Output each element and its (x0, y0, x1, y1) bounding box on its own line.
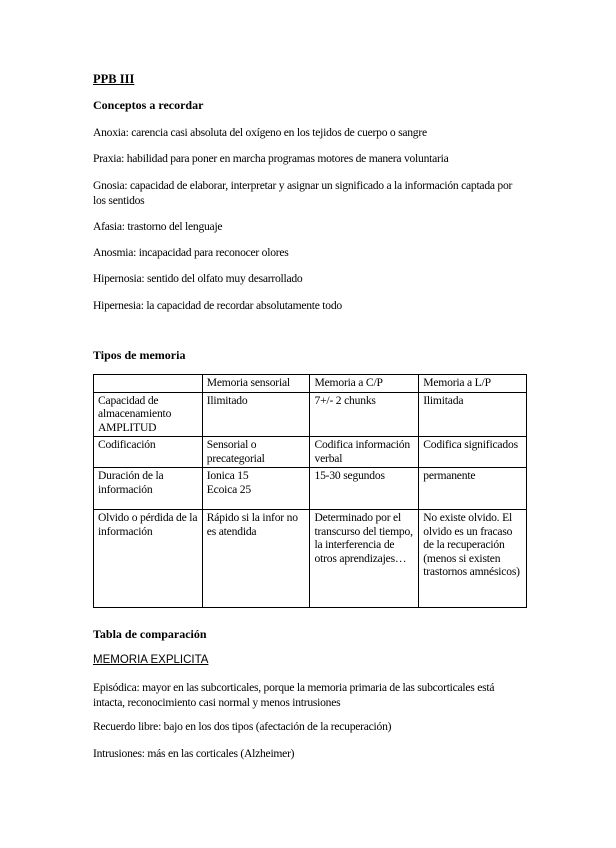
table-header-cell: Memoria a L/P (419, 375, 527, 393)
table-cell: Codificación (94, 437, 203, 468)
table-cell: Duración de la información (94, 468, 203, 510)
table-cell: 7+/- 2 chunks (310, 392, 419, 437)
concept-anosmia: Anosmia: incapacidad para reconocer olores (93, 246, 289, 259)
table-row (94, 468, 527, 510)
table-cell: Sensorial o precategorial (202, 437, 310, 468)
table-header-cell (94, 375, 203, 393)
table-cell: No existe olvido. El olvido es un fracaso de la recuperación (menos si existen trastornos amnésicos) (419, 510, 527, 608)
table-header-cell: Memoria sensorial (202, 375, 310, 393)
table-cell: Ilimitada (419, 392, 527, 437)
concept-anoxia: Anoxia: carencia casi absoluta del oxígeno en los tejidos de cuerpo o sangre (93, 126, 427, 139)
comparison-intrusiones: Intrusiones: más en las corticales (Alzheimer) (93, 747, 295, 760)
document-title: PPB III (93, 72, 135, 86)
concept-praxia: Praxia: habilidad para poner en marcha programas motores de manera voluntaria (93, 152, 449, 165)
table-row (94, 437, 527, 468)
table-cell: Codifica información verbal (310, 437, 419, 468)
table-row (94, 392, 527, 437)
concept-gnosia: Gnosia: capacidad de elaborar, interpretar y asignar un significado a la información captada por los sentidos (93, 179, 513, 207)
memory-types-heading: Tipos de memoria (93, 348, 186, 362)
table-cell: 15-30 segundos (310, 468, 419, 510)
table-cell: Capacidad de almacenamiento AMPLITUD (94, 392, 203, 437)
concept-hipernesia: Hipernesia: la capacidad de recordar absolutamente todo (93, 299, 342, 312)
table-row (94, 510, 527, 608)
table-header-row (94, 375, 527, 393)
table-cell: permanente (419, 468, 527, 510)
table-cell: Rápido si la infor no es atendida (202, 510, 310, 608)
concept-afasia: Afasia: trastorno del lenguaje (93, 220, 223, 233)
table-cell: Codifica significados (419, 437, 527, 468)
comparison-episodica: Episódica: mayor en las subcorticales, porque la memoria primaria de las subcorticales está intacta, reconocimiento casi normal y menos intrusiones (93, 681, 495, 709)
table-cell: Olvido o pérdida de la información (94, 510, 203, 608)
table-cell: Ionica 15 Ecoica 25 (202, 468, 310, 510)
comparison-heading: Tabla de comparación (93, 627, 207, 641)
explicit-memory-subheading: MEMORIA EXPLICITA (93, 654, 209, 666)
comparison-recuerdo-libre: Recuerdo libre: bajo en los dos tipos (afectación de la recuperación) (93, 720, 392, 733)
memory-types-table (93, 374, 527, 608)
table-cell: Ilimitado (202, 392, 310, 437)
table-header-cell: Memoria a C/P (310, 375, 419, 393)
concepts-heading: Conceptos a recordar (93, 98, 204, 112)
table-cell: Determinado por el transcurso del tiempo, la interferencia de otros aprendizajes… (310, 510, 419, 608)
concept-hipernosia: Hipernosia: sentido del olfato muy desarrollado (93, 272, 303, 285)
